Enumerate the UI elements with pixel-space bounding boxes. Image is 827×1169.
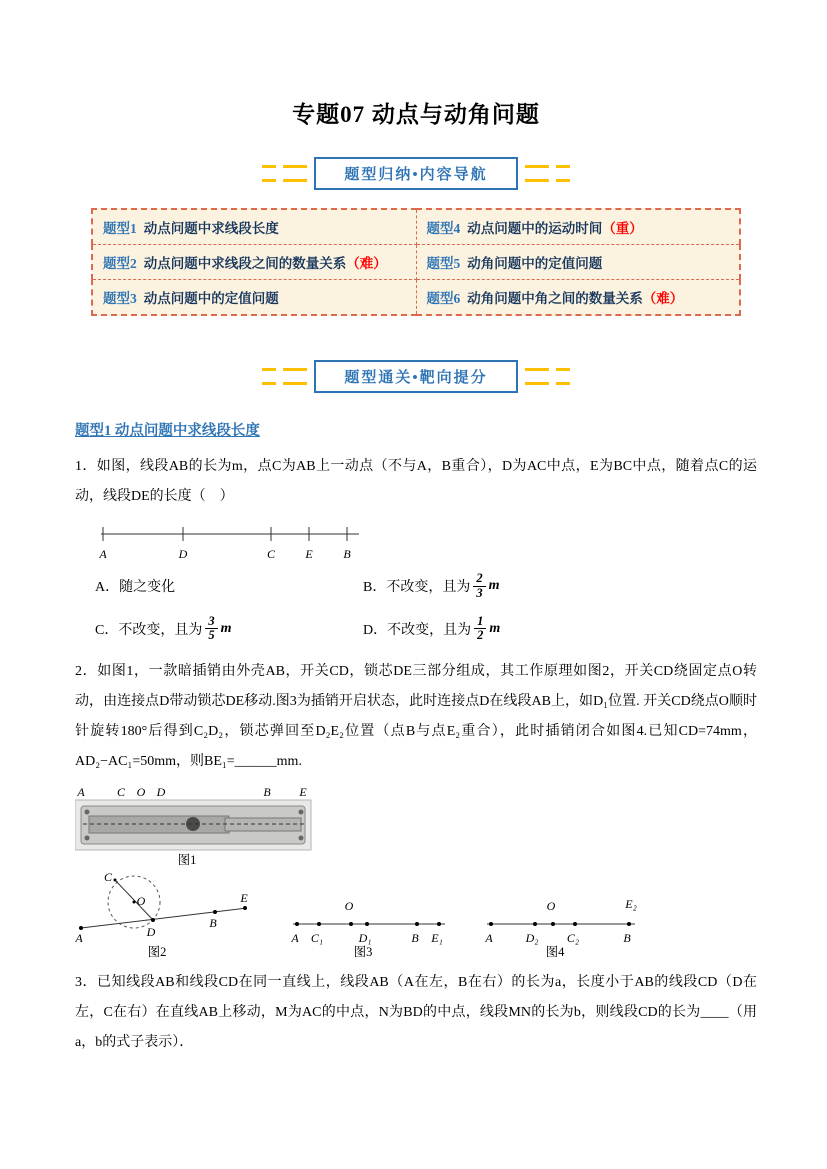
choice-d [363, 615, 757, 644]
point-label: A [99, 547, 107, 562]
point-label: E₂ [625, 896, 637, 911]
choice-c-fraction [205, 615, 217, 644]
fraction-numerator: 2 [473, 572, 485, 587]
point-label: A [291, 930, 299, 945]
point-dot [551, 922, 555, 926]
choice-a-label: A．随之变化 [95, 580, 176, 596]
point-label: C₁ [310, 930, 324, 945]
question-1-text: 1．如图，线段AB的长为m，点C为AB上一动点（不与A，B重合），D为AC中点，E为BC中点，随着点C的运动，线段DE的长度（ ） [75, 459, 757, 505]
fraction-numerator: 1 [474, 615, 486, 630]
topic-label: 动点问题中求线段之间的数量关系 [143, 256, 347, 271]
point-dot [415, 922, 419, 926]
point-dot [151, 918, 155, 922]
point-dot [533, 922, 537, 926]
page-title: 专题07 动点与动角问题 [292, 102, 540, 127]
screw-icon [299, 835, 304, 840]
topic-label: 动点问题中的定值问题 [143, 291, 279, 306]
choice-b-fraction [473, 572, 485, 601]
figure-4 [483, 894, 643, 958]
question-2-text: 2．如图1，一款暗插销由外壳AB，开关CD，锁芯DE三部分组成，其工作原理如图2，开关CD绕固定点O转动，由连接点D带动锁芯DE移动.图3为插销开启状态，此时连接点D在线段AB上，如D₁位置. 开关CD绕点O顺时针旋转180°后得到C₂D₂，锁芯弹回至D₂E₂位置（点B与点E₂重合），此时插销闭合如图4.已知CD=74mm，AD₂−AC₁=50mm，则BE₁=______mm. [75, 664, 757, 770]
banner-content-nav-label: 题型归纳•内容导航 [344, 167, 488, 183]
topic-number: 题型6 [426, 291, 461, 306]
nav-cell-topic2 [92, 245, 416, 280]
point-dot [213, 910, 217, 914]
point-label: B [343, 547, 351, 562]
point-label: B [411, 930, 419, 945]
point-dot [295, 922, 299, 926]
point-label: E₁ [431, 930, 443, 945]
point-label: B [263, 785, 271, 799]
point-dot [365, 922, 369, 926]
choice-a [95, 576, 363, 596]
banner-practice-box [314, 360, 517, 393]
question-1-figure [95, 522, 757, 564]
banner-ornament-icon [525, 368, 549, 385]
point-label: B [209, 915, 217, 930]
latch-line [81, 908, 247, 928]
point-label: O [136, 893, 146, 908]
choice-c [95, 615, 363, 644]
latch-channel [89, 816, 229, 833]
table-row [92, 209, 740, 245]
figure-caption: 图4 [545, 944, 565, 958]
point-dot [489, 922, 493, 926]
point-label: C [266, 547, 276, 562]
fraction-denominator: 2 [477, 628, 484, 643]
difficulty-tag: （难） [642, 291, 684, 306]
point-label: A [77, 785, 85, 799]
screw-icon [85, 835, 90, 840]
fraction-numerator: 3 [205, 615, 217, 630]
point-label: E [299, 785, 307, 799]
point-dot [573, 922, 577, 926]
point-label: A [485, 930, 493, 945]
fraction-denominator: 3 [476, 585, 483, 600]
banner-ornament-icon [556, 368, 570, 385]
choice-d-unit: m [489, 620, 501, 636]
point-label: B [623, 930, 631, 945]
topic-label: 动角问题中角之间的数量关系 [467, 291, 643, 306]
point-label: D [178, 547, 188, 562]
table-row [92, 245, 740, 280]
point-label: O [136, 785, 146, 799]
point-label: C [116, 785, 126, 799]
topic-number: 题型5 [426, 256, 461, 271]
figure-1 [75, 786, 757, 866]
banner-ornament-icon [262, 368, 276, 385]
topic-number: 题型2 [103, 256, 137, 271]
point-label: D [146, 924, 156, 939]
figure-caption: 图2 [147, 944, 167, 958]
figure-caption: 图1 [177, 852, 197, 866]
point-label: D [156, 785, 166, 799]
point-dot [133, 900, 136, 903]
point-label: E [305, 547, 313, 562]
choice-b [363, 572, 757, 601]
point-label: C [103, 871, 113, 884]
choice-d-fraction [474, 615, 486, 644]
point-label: O [546, 898, 556, 913]
point-label: A [75, 930, 83, 945]
choice-c-label: C．不改变，且为 [95, 622, 203, 638]
topic-number: 题型1 [103, 221, 137, 236]
section-heading-topic1: 题型1 动点问题中求线段长度 [75, 423, 260, 439]
choice-d-label: D．不改变，且为 [363, 622, 472, 638]
nav-cell-topic5 [416, 245, 740, 280]
topic-number: 题型3 [103, 291, 137, 306]
banner-ornament-icon [283, 368, 307, 385]
point-label: E [240, 890, 248, 905]
difficulty-tag: （难） [346, 256, 387, 271]
numberline-figure [95, 522, 365, 564]
nav-cell-topic4 [416, 209, 740, 245]
topic-label: 动角问题中的定值问题 [467, 256, 603, 271]
banner-practice [75, 360, 757, 393]
nav-cell-topic1 [92, 209, 416, 245]
difficulty-tag: （重） [602, 221, 643, 236]
figure-3 [289, 894, 449, 958]
banner-content-nav [75, 157, 757, 190]
table-row [92, 280, 740, 316]
question-3-text: 3．已知线段AB和线段CD在同一直线上，线段AB（A在左，B在右）的长为a，长度小于AB的线段CD（D在左，C在右）在直线AB上移动，M为AC的中点，N为BD的中点，线段MN的长为b，则线段CD的长为____（用a，b的式子表示）． [75, 974, 757, 1050]
latch-photo-figure [75, 786, 315, 866]
figure-2 [75, 872, 255, 958]
point-label: D₁ [358, 930, 372, 945]
fraction-denominator: 5 [208, 628, 215, 643]
point-label: C₂ [566, 930, 580, 945]
topic-number: 题型4 [426, 221, 461, 236]
choice-c-unit: m [220, 620, 232, 636]
banner-ornament-icon [262, 165, 276, 182]
point-dot [627, 922, 631, 926]
point-dot [349, 922, 353, 926]
choice-b-label: B．不改变，且为 [363, 580, 471, 596]
point-label: D₂ [525, 930, 539, 945]
question-1-choices [95, 572, 757, 643]
banner-content-nav-box [314, 157, 517, 190]
banner-ornament-icon [283, 165, 307, 182]
screw-icon [299, 809, 304, 814]
switch-rod [115, 880, 153, 920]
figures-2-3-4 [75, 872, 757, 958]
topic-label: 动点问题中求线段长度 [143, 221, 279, 236]
point-dot [114, 878, 117, 881]
topic-nav-table [91, 208, 741, 316]
figure-caption: 图3 [353, 944, 373, 958]
point-dot [79, 926, 83, 930]
nav-cell-topic6 [416, 280, 740, 316]
banner-ornament-icon [556, 165, 570, 182]
banner-ornament-icon [525, 165, 549, 182]
nav-cell-topic3 [92, 280, 416, 316]
choice-b-unit: m [488, 578, 500, 594]
point-label: O [344, 898, 354, 913]
topic-label: 动点问题中的运动时间 [467, 221, 603, 236]
point-dot [437, 922, 441, 926]
banner-practice-label: 题型通关•靶向提分 [344, 370, 488, 386]
screw-icon [85, 809, 90, 814]
point-dot [243, 906, 247, 910]
point-dot [317, 922, 321, 926]
